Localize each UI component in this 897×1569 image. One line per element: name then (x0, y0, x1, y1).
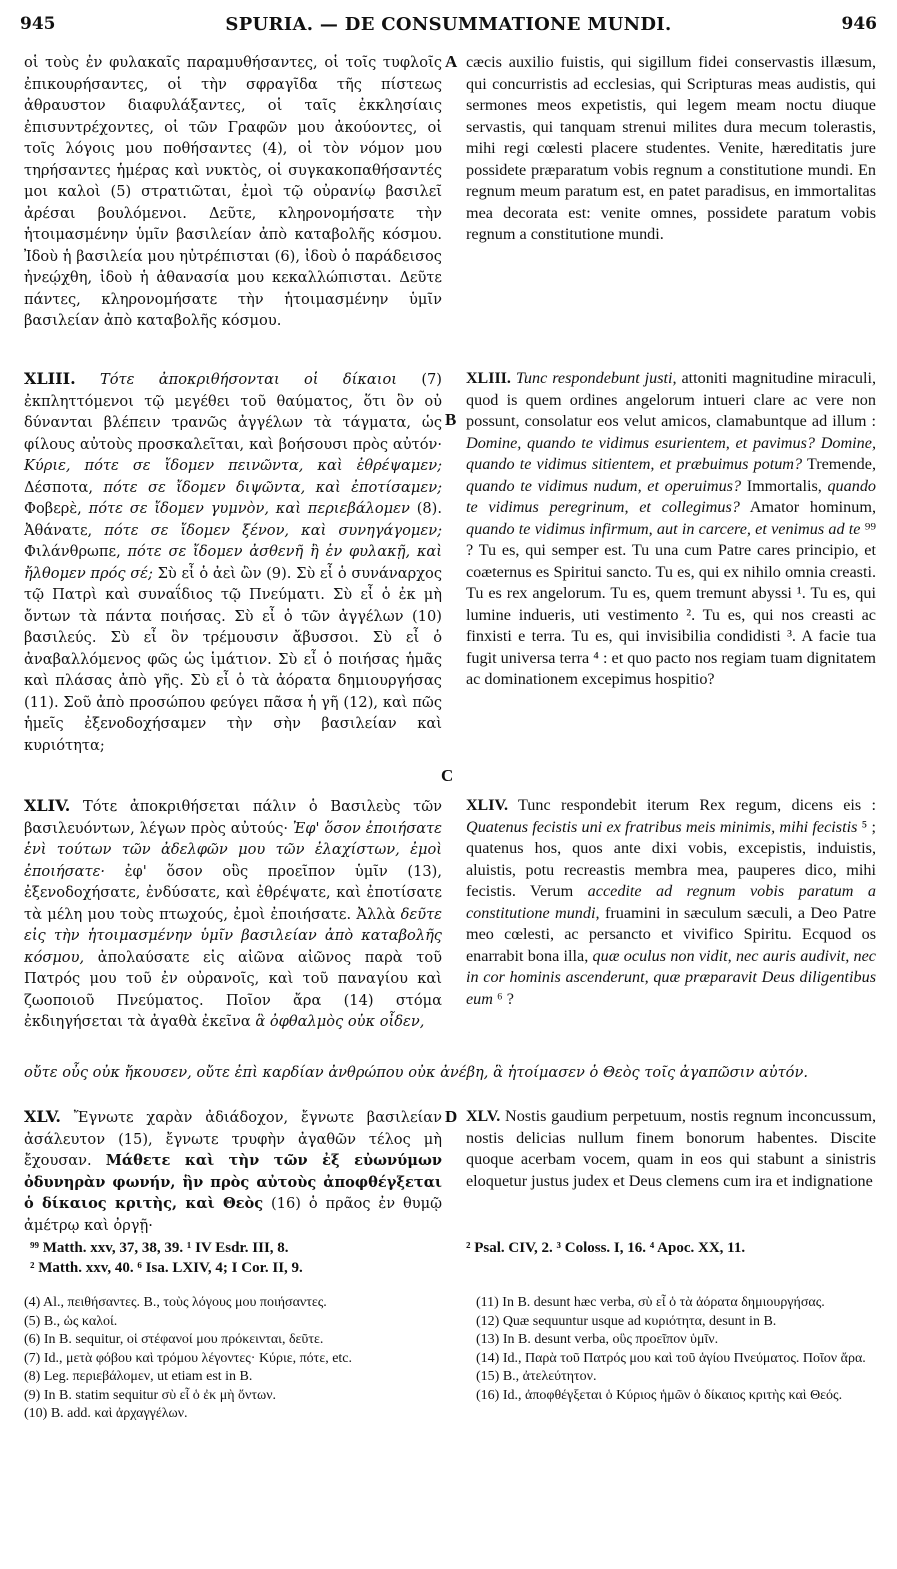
latin-paragraph-1 (466, 52, 876, 246)
scripture-ref-line: ² Psal. CIV, 2. ³ Coloss. I, 16. ⁴ Apoc. XX, 11. (466, 1240, 746, 1256)
section-label: XLV. (466, 1108, 501, 1125)
section-marker-d: D (445, 1107, 458, 1126)
scripture-references-left (30, 1238, 440, 1278)
greek-text: (16) ὁ πρᾶος ἐν θυμῷ ἀμέτρῳ καὶ ὀργῇ· (24, 1195, 442, 1234)
footnote: (9) In B. statim sequitur σὺ εἶ ὁ ἐκ μὴ ὄντων. (24, 1387, 277, 1403)
greek-quote: Ἐφ' ὅσον ἐποιήσατε ἑνὶ τούτων τῶν ἀδελφῶν μου τῶν ἐλαχίστων, ἐμοὶ ἐποιήσατε· (24, 819, 442, 880)
section-marker-b: B (445, 410, 457, 429)
greek-quote: πότε σε ἴδομεν ξένον, καὶ συνηγάγομεν; (104, 521, 443, 539)
greek-quote: πότε σε ἴδομεν διψῶντα, καὶ ἐποτίσαμεν; (103, 478, 442, 496)
latin-section-xliv (466, 795, 876, 1010)
latin-quote: Tunc respondebunt justi, (515, 369, 677, 387)
section-label: XLIII. (466, 370, 511, 387)
latin-text: ⁶ ? (492, 989, 514, 1008)
latin-text: Immortalis, (741, 476, 828, 495)
section-label: XLIV. (466, 797, 508, 814)
left-page-number: 945 (20, 14, 56, 34)
greek-text: (7) ἐκπληττόμενοι τῷ μεγέθει τοῦ θαύματος, ὅτι ὃν οὐ δύνανται βλέπειν τρανῶς ἀγγέλων τὰ τάγματα, ὡς φίλους αὐτοὺς προσκαλεῖται, καὶ βοήσουσι πρὸς αὐτόν· (24, 371, 442, 453)
greek-text: οἱ τοὺς ἐν φυλακαῖς παραμυθήσαντες, οἱ τοῖς τυφλοῖς ἐπικουρήσαντες, οἱ τὴν σφραγῖδα τῆς πίστεως ἀθραυστον διαφυλάξαντες, οἱ ταῖς ἐκκλησίαις ἐπισυντρέχοντες, οἱ τῶν Γραφῶν μου ἀκούοντες, οἱ τοῖς λόγοις μου ποθήσαντες (4), οἱ τὸν νόμον μου τηρήσαντες ἡμέρας καὶ νυκτὸς, οἱ συγκακοπαθήσαντές μοι καλοὶ (5) στρατιῶται, ἐμοὶ τῷ οὐρανίῳ βασιλεῖ ἀρέσαι βουλόμενοι. Δεῦτε, κληρονομήσατε τὴν ἡτοιμασμένην ὑμῖν βασιλείαν ἀπὸ καταβολῆς κόσμου. Ἰδοὺ ἡ βασιλεία μου ηὐτρέπισται (6), ἰδοὺ ὁ παράδεισος ἠνεῴχθη, ἰδοὺ ἡ ἀθανασία μου κεκαλλώπισται. Δεῦτε πάντες, κληρονομήσατε τὴν ἡτοιμασμένην ὑμῖν βασιλείαν ἀπὸ καταβολῆς κόσμου. (24, 54, 442, 329)
footnote: (16) Id., ἀποφθέγξεται ὁ Κύριος ἡμῶν ὁ δίκαιος κριτὴς καὶ Θεός. (476, 1387, 843, 1403)
greek-text: ἐφ' ὅσον οὓς προεῖπον ὑμῖν (13), ἐξενοδοχήσατε, ἐνδύσατε, καὶ ἐθρέψατε, καὶ ἐποτίσατε τὰ μέλη μου τοὺς πτωχούς, ἐμοὶ ἐποιήσατε. Ἀλλὰ (24, 862, 442, 923)
scripture-references-right (466, 1238, 876, 1258)
greek-quote: Κύριε, πότε σε ἴδομεν πεινῶντα, καὶ ἐθρέψαμεν; (24, 457, 442, 474)
greek-text: Φοβερὲ, (24, 500, 89, 517)
greek-text: Τότε ἀποκριθήσεται πάλιν ὁ Βασιλεὺς τῶν βασιλευόντων, λέγων πρὸς αὐτούς· (24, 798, 442, 837)
footnote: (11) In B. desunt hæc verba, σὺ εἶ ὁ τὰ ἀόρατα δημιουργήσας. (476, 1295, 825, 1310)
footnote: (12) Quæ sequuntur usque ad κυριότητα, desunt in B. (476, 1313, 777, 1329)
latin-quote: quando te vidimus infirmum, aut in carcere, et venimus ad te (466, 519, 861, 538)
greek-text: (8). Ἀθάνατε, (24, 500, 443, 539)
footnote: (14) Id., Παρὰ τοῦ Πατρός μου καὶ τοῦ ἁγίου Πνεύματος. Ποῖον ἄρα. (476, 1350, 866, 1366)
footnote: (8) Leg. περιεβάλομεν, ut etiam est in B. (24, 1369, 253, 1384)
section-marker-c: C (441, 766, 454, 785)
greek-section-xliii (24, 368, 442, 756)
full-width-quotation: οὔτε οὖς οὐκ ἤκουσεν, οὔτε ἐπὶ καρδίαν ἀνθρώπου οὐκ ἀνέβη, ἃ ἡτοίμασεν ὁ Θεὸς τοῖς ἀγαπῶσιν αὐτόν. (24, 1064, 808, 1081)
footnotes-left (24, 1294, 444, 1424)
scripture-ref-line: ⁹⁹ Matth. xxv, 37, 38, 39. ¹ IV Esdr. III, 8. (30, 1240, 289, 1256)
latin-section-xliii (466, 368, 876, 691)
greek-text: ἀπολαύσατε εἰς αἰῶνα αἰῶνος παρὰ τοῦ Πατρός μου τοῦ ἐν οὐρανοῖς, καὶ τοῦ παναγίου καὶ ζωοποιοῦ Πνεύματος. Ποῖον ἄρα (14) στόμα ἐκδιηγήσεται τὰ ἀγαθὰ ἐκεῖνα (24, 948, 442, 1030)
latin-quote: Domine, quando te vidimus esurientem, et pavimus? Domine, quando te vidimus sitientem, et præbuimus potum? (466, 433, 876, 473)
latin-quote: quæ oculus non vidit, nec auris audivit, nec in cor hominis ascenderunt, quæ præparavit Deus diligentibus eum (466, 946, 876, 1008)
latin-text: fruamini in sæculum sæculi, a Deo Patre meo cœlesti, ac persancto et vivifico Spiritu. Ecquod os enarrabit bona illa, (466, 903, 877, 965)
greek-paragraph-1 (24, 52, 442, 332)
latin-quote: accedite ad regnum vobis paratum a constitutione mundi, (466, 882, 877, 922)
section-marker-a: A (445, 52, 458, 71)
section-label: XLIII. (24, 369, 76, 388)
right-page-number: 946 (841, 14, 877, 34)
section-label: XLIV. (24, 796, 71, 815)
greek-text: Ἔγνωτε χαρὰν ἀδιάδοχον, ἔγνωτε βασιλείαν ἀσάλευτον (15), ἔγνωτε τρυφὴν ἀγαθῶν τέλος μὴ ἔχουσαν. (24, 1109, 442, 1169)
latin-text: Nostis gaudium perpetuum, nostis regnum inconcussum, nostis delicias nullum finem bonorum habentes. Discite quoque acerbam vocem, quam in eos qui stabunt a sinistris eloquetur justus judex et Deus clemens cum ira et indignatione (466, 1107, 876, 1190)
running-header (20, 14, 877, 40)
footnote: (7) Id., μετὰ φόβου καὶ τρόμου λέγοντες· Κύριε, πότε, etc. (24, 1350, 353, 1366)
scripture-ref-line: ² Matth. xxv, 40. ⁶ Isa. LXIV, 4; I Cor. II, 9. (30, 1260, 303, 1276)
latin-text: Tremende, (802, 455, 877, 473)
latin-text: attoniti magnitudine miraculi, quod is quem ordines angelorum intueri clare ac vere non possunt, consolatur eos velut amicos, clamabuntque ad illum : (466, 369, 877, 430)
latin-quote: quando te vidimus nudum, et operuimus? (466, 476, 742, 495)
footnotes-right (476, 1294, 876, 1405)
greek-quote: Τότε ἀποκριθήσονται οἱ δίκαιοι (100, 371, 397, 388)
greek-section-xliv (24, 795, 442, 1033)
latin-text: ⁹⁹ ? Tu es, qui semper est. Tu una cum Patre cares principio, et coæternus es Spiritui sancto. Tu es, qui ex nihilo omnia creasti. Tu es rex angelorum. Tu es, quem tremunt abyssi ¹. Tu es, qui lumine indueris, uti vestimento ². Tu es, qui nos creasti ac finxisti e terra. Tu es, qui invisibilia condidisti ³. A facie tua fugit universa terra ⁴ : et quo pacto nos regiam tuam dignitatem ac dominationem excepimus hospitio? (466, 519, 877, 688)
running-title: SPURIA. — DE CONSUMMATIONE MUNDI. (225, 14, 672, 35)
latin-text: Amator hominum, (739, 498, 876, 516)
footnote: (13) In B. desunt verba, οὓς προεῖπον ὑμῖν. (476, 1332, 719, 1347)
latin-quote: quando te vidimus peregrinum, et collegimus? (466, 476, 876, 516)
latin-text: cæcis auxilio fuistis, qui sigillum fidei conservastis illæsum, qui concurristis ad ecclesias, qui Scripturas meas audistis, qui sermones meos expetistis, qui legem meam noctu diuque servastis, qui tanquam strenui milites dura mecum tolerastis, mihi regi cœlesti placere studentes. Venite, hæreditatis jure possidete præparatum vobis regnum a constitutione mundi. En regnum meum paratum est, en patet paradisus, en immortalitas mea decorata est: venite omnes, possidete paratum vobis regnum a constitutione mundi. (466, 53, 876, 243)
greek-quote: ἃ ὀφθαλμὸς οὐκ οἶδεν, (255, 1013, 425, 1030)
footnote: (10) B. add. καὶ ἀρχαγγέλων. (24, 1406, 188, 1421)
greek-quote: πότε σε ἴδομεν ἀσθενῆ ἢ ἐν φυλακῇ, καὶ ἤλθομεν πρός σέ; (24, 543, 442, 582)
footnote: (6) In B. sequitur, οἱ στέφανοί μου πρόκεινται, δεῦτε. (24, 1332, 324, 1347)
greek-text: Σὺ εἶ ὁ ἀεὶ ὢν (9). Σὺ εἶ ὁ συνάναρχος τῷ Πατρὶ καὶ συναΐδιος τῷ Πνεύματι. Σὺ εἶ ὁ ἐκ μὴ ὄντων τὰ πάντα ποιήσας. Σὺ εἶ ὁ τῶν ἀγγέλων (10) βασιλεύς. Σὺ εἶ ὃν τρέμουσιν ἄβυσσοι. Σὺ εἶ ὁ ἀναβαλλόμενος φῶς ὡς ἱμάτιον. Σὺ εἶ ὁ ποιήσας ἡμᾶς καὶ πλάσας ἀπὸ γῆς. Σὺ εἶ ὁ τὰ ἀόρατα δημιουργήσας (11). Σοῦ ἀπὸ προσώπου φεύγει πᾶσα ἡ γῆ (12), καὶ πῶς ἡμεῖς ἐξενοδοχήσαμεν τὴν σὴν βασιλείαν καὶ κυριότητα; (24, 564, 443, 754)
greek-bold-text: Μάθετε καὶ τὴν τῶν ἐξ εὐωνύμων ὀδυνηρὰν φωνήν, ἣν πρὸς αὐτοὺς ἀποφθέγξεται ὁ δίκαιος κριτὴς, καὶ Θεὸς (24, 1152, 442, 1212)
greek-section-xlv (24, 1106, 442, 1236)
latin-quote: Quatenus fecistis uni ex fratribus meis minimis, mihi fecistis (466, 817, 858, 836)
latin-section-xlv (466, 1106, 876, 1192)
greek-quote: δεῦτε εἰς τὴν ἡτοιμασμένην ὑμῖν βασιλείαν ἀπὸ καταβολῆς κόσμου, (24, 905, 442, 966)
greek-text: Δέσποτα, (24, 478, 104, 496)
greek-quote: πότε σε ἴδομεν γυμνὸν, καὶ περιεβάλομεν (88, 500, 410, 517)
greek-text: Φιλάνθρωπε, (24, 543, 128, 560)
latin-text: ⁵ ; quatenus hos, quos ante dixi vobis, excepistis, induistis, aluistis, potu recreastis membra mea, pauperes dico, mihi fecistis. Verum (466, 817, 876, 900)
footnote: (15) B., ἀτελεύτητον. (476, 1369, 597, 1384)
section-label: XLV. (24, 1107, 61, 1126)
latin-text: Tunc respondebit iterum Rex regum, dicens eis : (507, 796, 876, 814)
footnote: (4) Al., πειθήσαντες. B., τοὺς λόγους μου ποιήσαντες. (24, 1295, 327, 1310)
footnote: (5) B., ὡς καλοί. (24, 1313, 118, 1329)
